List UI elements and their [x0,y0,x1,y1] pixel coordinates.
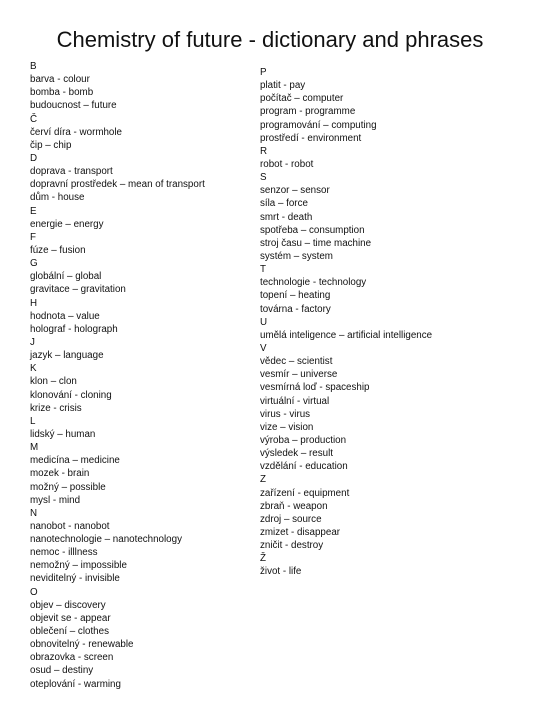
dictionary-entry: červí díra - wormhole [30,126,123,138]
dictionary-entry: výroba – production [260,434,347,446]
dictionary-entry: mysl - mind [30,494,81,506]
letter-heading: D [30,152,38,164]
dictionary-entry: zničit - destroy [260,540,324,552]
letter-heading: K [30,363,37,375]
dictionary-entry: mozek - brain [30,468,90,480]
letter-heading: J [30,336,35,348]
dictionary-entry: zařízení - equipment [260,487,350,499]
dictionary-entry: oblečení – clothes [30,626,109,638]
dictionary-entry: holograf - holograph [30,323,118,335]
dictionary-entry: síla – force [260,198,308,210]
letter-heading: P [260,67,267,78]
letter-heading: V [260,342,267,354]
dictionary-entry: nanotechnologie – nanotechnology [30,534,182,546]
dictionary-entry: neviditelný - invisible [30,573,120,585]
dictionary-entry: vesmírná loď - spaceship [260,382,370,394]
dictionary-entry: budoucnost – future [30,100,117,112]
dictionary-entry: topení – heating [260,290,331,302]
dictionary-entry: systém – system [260,250,333,262]
letter-heading: L [30,415,36,427]
letter-heading: G [30,258,38,270]
letter-heading: F [30,231,36,243]
dictionary-entry: platit - pay [260,80,306,92]
dictionary-entry: energie – energy [30,218,104,230]
dictionary-entry: jazyk – language [30,350,104,362]
dictionary-entry: nanobot - nanobot [30,520,110,532]
letter-heading: Č [30,113,38,125]
left-column-list [30,60,205,691]
dictionary-entry: fúze – fusion [30,244,86,256]
dictionary-entry: klon – clon [30,376,77,388]
dictionary-entry: továrna - factory [260,303,331,315]
dictionary-entry: globální – global [30,271,102,283]
dictionary-entry: prostředí - environment [260,132,362,144]
dictionary-entry: hodnota – value [30,310,100,322]
dictionary-entry: obrazovka - screen [30,652,114,664]
dictionary-entry: umělá inteligence – artificial intelligence [260,329,433,341]
dictionary-entry: barva - colour [30,74,90,86]
dictionary-entry: počítač – computer [260,93,344,105]
dictionary-entry: virus - virus [260,408,311,420]
dictionary-entry: lidský – human [30,428,96,440]
page-title: Chemistry of future - dictionary and phrases [56,26,484,52]
dictionary-entry: stroj času – time machine [260,237,372,249]
letter-heading: U [260,316,268,328]
dictionary-entry: vize – vision [260,421,314,433]
dictionary-entry: objev – discovery [30,599,106,611]
letter-heading: H [30,297,38,309]
dictionary-entry: robot - robot [260,158,314,170]
dictionary-entry: obnovitelný - renewable [30,639,134,651]
letter-heading: N [30,507,38,519]
dictionary-entry: medicína – medicine [30,455,120,467]
dictionary-entry: dům - house [30,192,85,204]
dictionary-entry: vědec – scientist [260,356,333,368]
dictionary-entry: zmizet - disappear [260,526,341,538]
letter-heading: Z [260,474,266,486]
dictionary-entry: život - life [260,566,302,578]
dictionary-entry: virtuální - virtual [260,395,330,407]
dictionary-entry: doprava - transport [30,166,113,178]
dictionary-entry: výsledek – result [260,448,333,460]
dictionary-entry: objevit se - appear [30,612,111,624]
letter-heading: Ž [260,553,266,565]
letter-heading: R [260,145,268,157]
dictionary-entry: vesmír – universe [260,369,338,381]
dictionary-entry: nemoc - illlness [30,547,98,559]
letter-heading: T [260,264,266,276]
dictionary-entry: zdroj – source [260,513,322,525]
dictionary-entry: bomba - bomb [30,87,94,99]
dictionary-entry: dopravní prostředek – mean of transport [30,179,205,191]
dictionary-entry: osud – destiny [30,665,94,677]
dictionary-entry: program - programme [260,106,356,118]
dictionary-entry: možný – possible [30,481,106,493]
dictionary-entry: čip – chip [30,139,72,151]
dictionary-entry: nemožný – impossible [30,560,127,572]
dictionary-entry: senzor – sensor [260,185,330,197]
letter-heading: S [260,172,267,184]
dictionary-entry: gravitace – gravitation [30,284,126,296]
dictionary-entry: zbraň - weapon [260,500,328,512]
dictionary-entry: technologie - technology [260,277,367,289]
letter-heading: B [30,61,37,72]
dictionary-entry: programování – computing [260,119,377,131]
dictionary-entry: oteplování - warming [30,678,121,690]
dictionary-entry: spotřeba – consumption [260,224,365,236]
dictionary-entry: krize - crisis [30,402,82,414]
letter-heading: O [30,586,38,598]
dictionary-entry: smrt - death [260,211,313,223]
right-column-list [260,66,432,578]
dictionary-entry: vzdělání - education [260,461,348,473]
letter-heading: E [30,205,37,217]
dictionary-entry: klonování - cloning [30,389,112,401]
letter-heading: M [30,442,39,454]
